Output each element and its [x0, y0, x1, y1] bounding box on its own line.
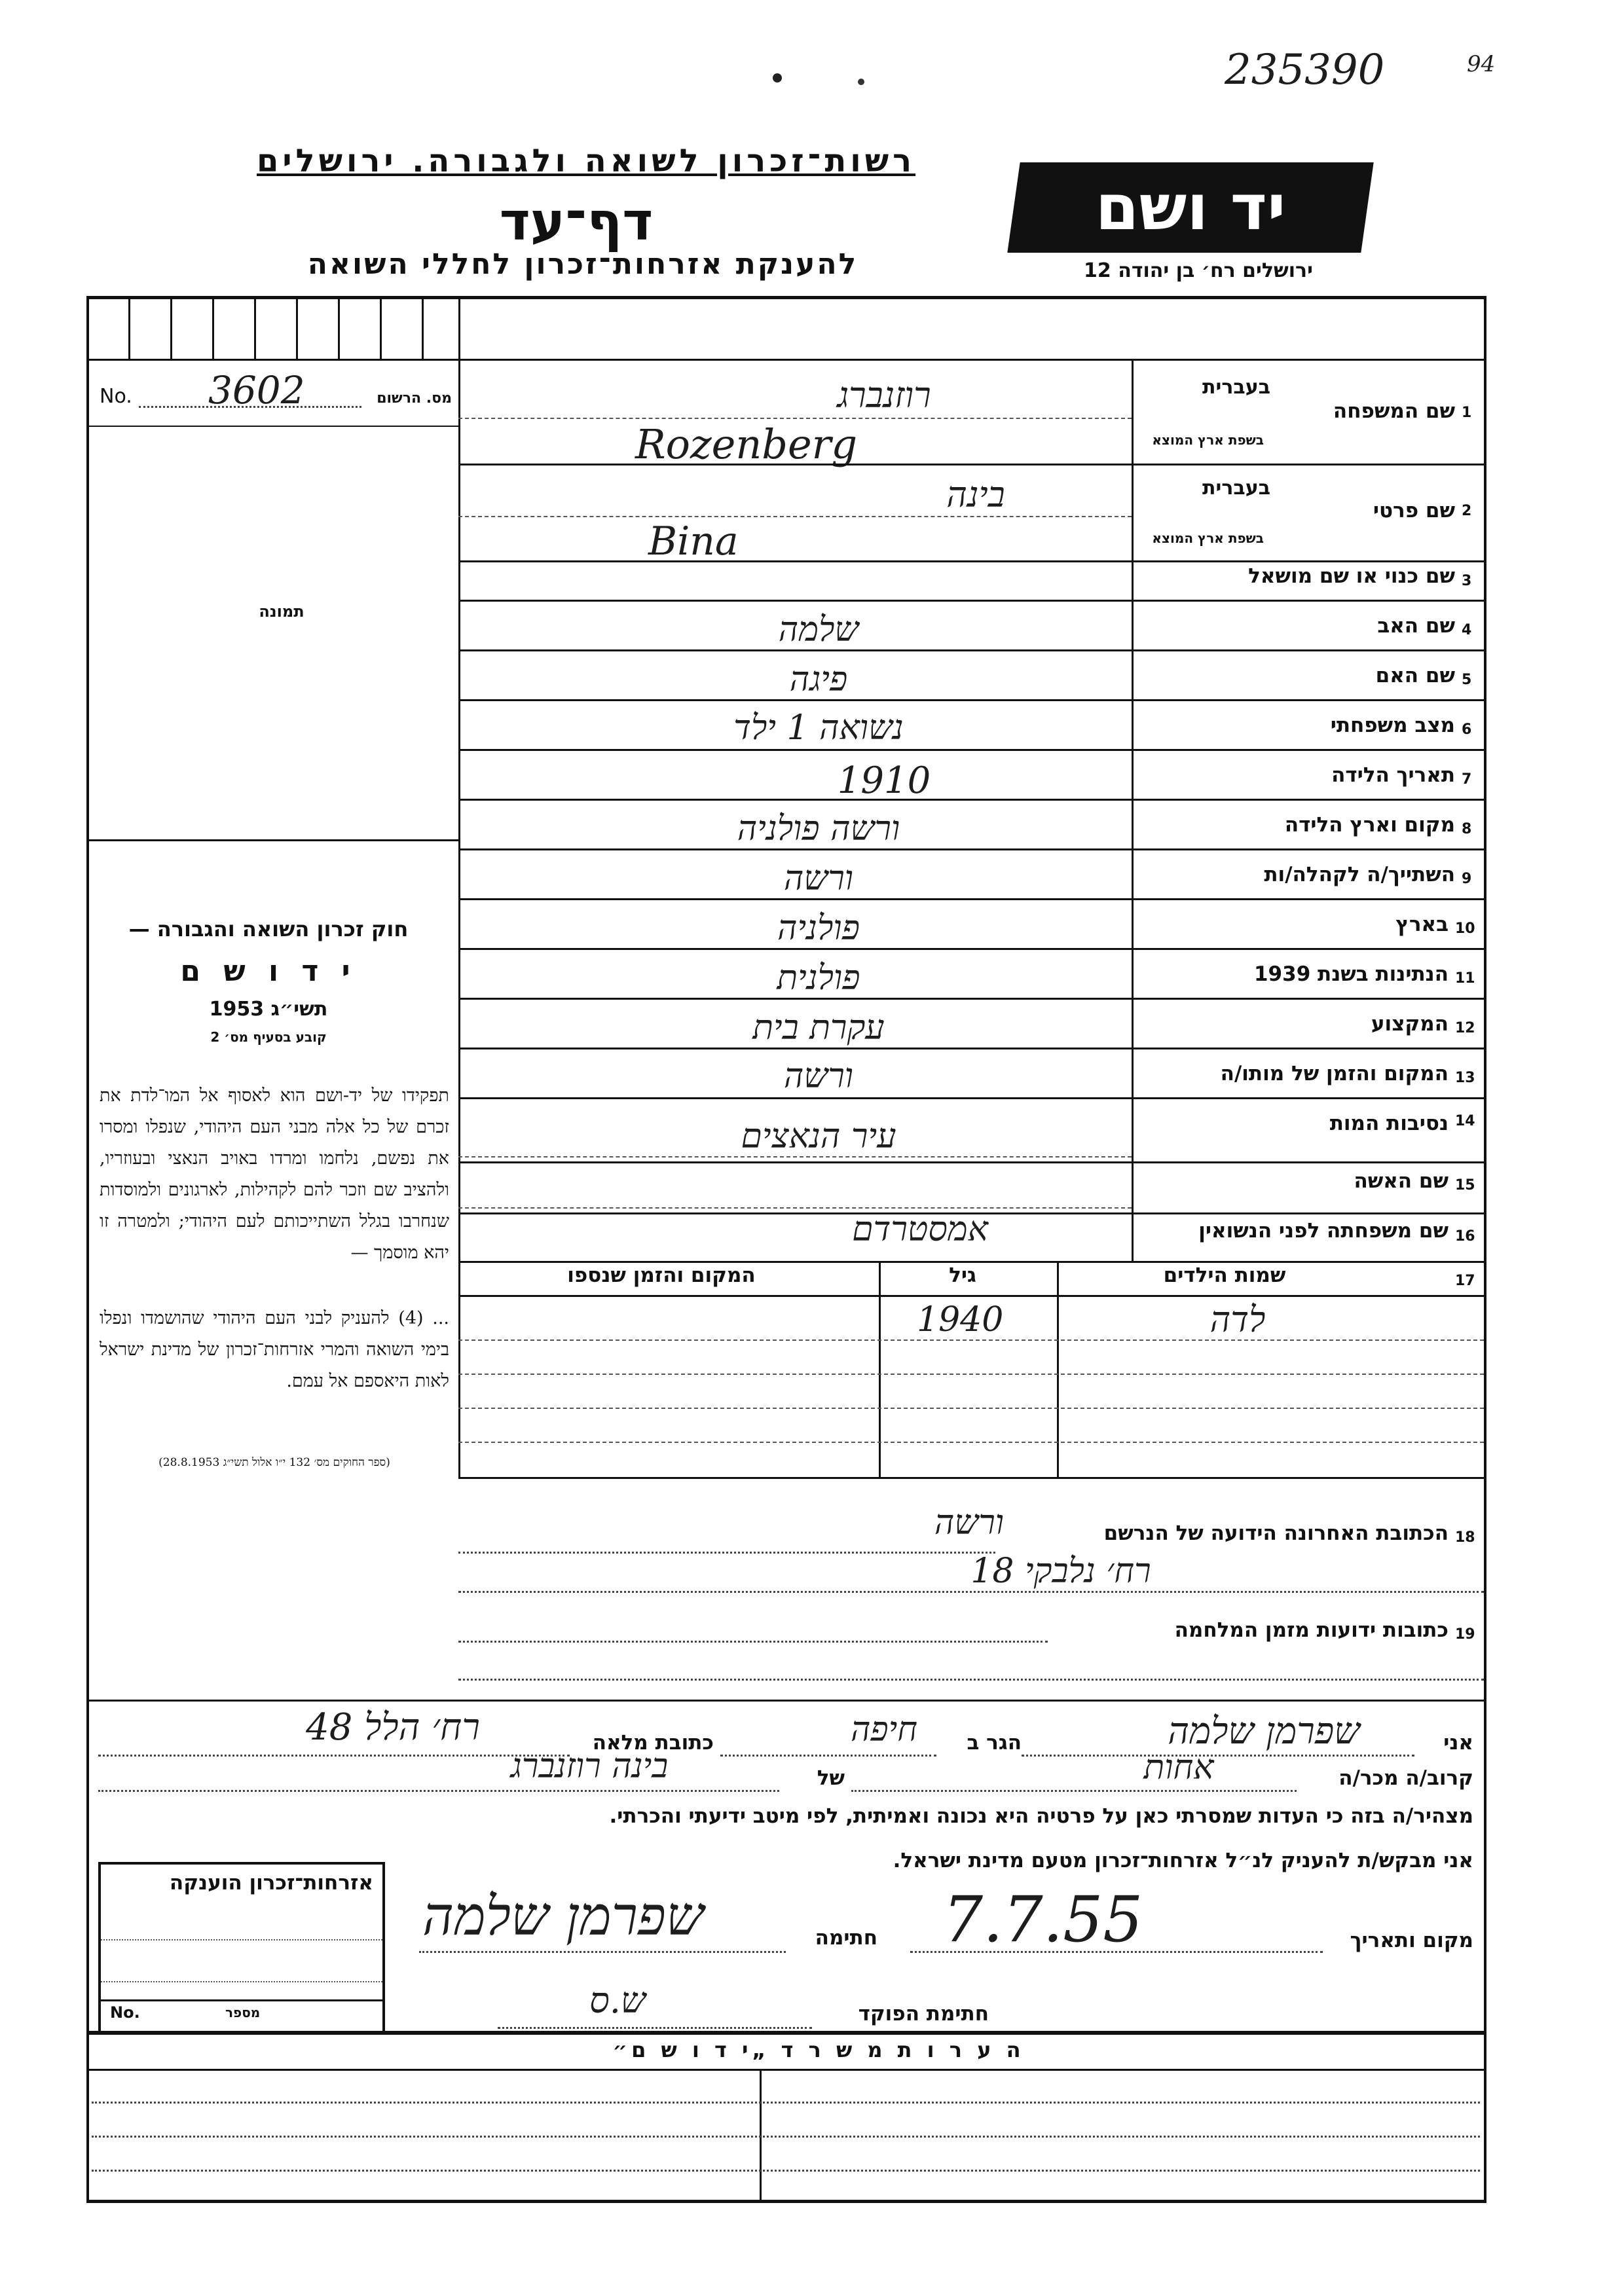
field-8-value: ורשה פולניה: [737, 809, 900, 848]
declaration-request: אני מבקש/ת להעניק לנ״ל אזרחות־זכרון מטעם מדינת ישראל.: [893, 1849, 1473, 1872]
field-12-value: עקרת בית: [752, 1008, 885, 1048]
field-9-label: השתייך/ה לקהלה/ות: [1264, 863, 1455, 886]
field-18-value-2: רח׳ נלבקי 18: [970, 1552, 1151, 1591]
signature-label: חתימה: [815, 1926, 877, 1950]
children-col-age: גיל: [949, 1264, 976, 1287]
field-11-value: פולנית: [777, 958, 860, 998]
field-2-value-hebrew: בינה: [946, 474, 1005, 515]
field-12-number: 12: [1455, 1020, 1475, 1036]
field-4-value: שלמה: [778, 610, 859, 649]
field-13-number: 13: [1455, 1070, 1475, 1086]
field-2-sub2: בשפת ארץ המוצא: [1152, 530, 1264, 546]
resides-value: חיפה: [850, 1710, 918, 1749]
field-15-number: 15: [1455, 1177, 1475, 1194]
field-18-value-1: ורשה: [934, 1503, 1005, 1542]
field-10-number: 10: [1455, 920, 1475, 937]
field-9-value: ורשה: [783, 859, 854, 898]
logo-address: ירושלים רח׳ בן יהודה 12: [1084, 259, 1313, 282]
field-18-number: 18: [1455, 1529, 1475, 1546]
official-signature-label: חתימת הפוקד: [858, 2002, 989, 2026]
full-address-label: כתובת מלאה: [592, 1731, 714, 1755]
field-1-sub2: בשפת ארץ המוצא: [1152, 432, 1264, 448]
law-paragraph-2: ... (4) להעניק לבני העם היהודי שהושמדו ונפלו בימי השואה והמרי אזרחות־זכרון של מדינת ישראל לאות היאספם אל עמם.: [100, 1308, 449, 1391]
law-citation: (ספר החוקים מס׳ 132 י״ו אלול תשי״ג 28.8.1953): [158, 1456, 390, 1469]
field-11-label: הנתינות בשנת 1939: [1253, 962, 1449, 986]
official-signature-value: ש.ס: [589, 1980, 646, 2021]
form-title: דף־עד: [499, 191, 654, 252]
punch-mark: [773, 73, 782, 82]
field-1-number: 1: [1462, 405, 1472, 421]
children-col-place: המקום והזמן שנספו: [567, 1264, 756, 1287]
field-4-label: שם האב: [1377, 614, 1455, 638]
place-date-value: 7.7.55: [943, 1883, 1143, 1956]
field-15-label: שם האשה: [1354, 1169, 1449, 1193]
declaration-i-label: אני: [1443, 1731, 1473, 1755]
field-5-label: שם האם: [1375, 664, 1455, 687]
law-clause: קובע בסעיף מס׳ 2: [210, 1029, 327, 1045]
field-10-value: פולניה: [777, 909, 860, 948]
photo-label: תמונה: [259, 602, 304, 621]
declarant-name: שפרמן שלמה: [1168, 1710, 1360, 1753]
authority-title: רשות־זכרון לשואה ולגבורה. ירושלים: [256, 143, 916, 179]
grant-box-title: אזרחות־זכרון הוענקה: [169, 1871, 373, 1895]
field-5-value: פיגה: [789, 660, 848, 699]
child-1-age: 1940: [917, 1300, 1004, 1339]
field-2-number: 2: [1462, 503, 1472, 519]
punch-mark: [858, 79, 864, 85]
corner-number: 94: [1467, 51, 1496, 77]
law-title: חוק זכרון השואה והגבורה —: [128, 917, 409, 941]
field-2-value-latin: Bina: [648, 519, 739, 564]
field-7-number: 7: [1462, 771, 1472, 788]
law-year: תשי״ג 1953: [209, 998, 328, 1021]
field-7-value: 1910: [837, 759, 931, 802]
field-6-number: 6: [1462, 721, 1472, 738]
field-1-sub1: בעברית: [1202, 376, 1270, 399]
grant-box: [98, 1862, 385, 2035]
yad-vashem-logo: [1007, 162, 1373, 253]
place-date-label: מקום ותאריך: [1350, 1929, 1473, 1952]
field-4-number: 4: [1462, 622, 1472, 638]
field-3-label: שם כנוי או שם מושאל: [1248, 564, 1455, 588]
field-2-label: שם פרטי: [1373, 499, 1455, 522]
field-14-value: עיר הנאצים: [741, 1117, 896, 1156]
field-5-number: 5: [1462, 672, 1472, 688]
field-9-number: 9: [1462, 871, 1472, 887]
field-17-number: 17: [1455, 1273, 1475, 1289]
field-2-sub1: בעברית: [1202, 477, 1270, 500]
field-3-number: 3: [1462, 573, 1472, 589]
signature-value: שפרמן שלמה: [422, 1886, 704, 1948]
field-1-label: שם המשפחה: [1333, 399, 1455, 423]
field-14-number: 14: [1455, 1113, 1475, 1129]
registration-no-label: No.: [100, 385, 132, 408]
field-14-label: נסיבות המות: [1329, 1112, 1449, 1135]
field-16-number: 16: [1455, 1228, 1475, 1245]
field-18-label: הכתובת האחרונה הידועה של הנרשם: [1103, 1522, 1449, 1545]
form-subtitle: להענקת אזרחות־זכרון לחללי השואה: [307, 247, 858, 281]
field-11-number: 11: [1455, 970, 1475, 987]
relative-label: קרוב/ה מכר/ה: [1338, 1766, 1473, 1790]
field-19-label: כתובות ידועות מזמן המלחמה: [1174, 1618, 1449, 1642]
field-1-value-hebrew: רוזנברג: [837, 374, 931, 416]
field-13-label: המקום והזמן של מותו/ה: [1220, 1062, 1449, 1085]
full-address-value: רח׳ הלל 48: [306, 1706, 480, 1749]
field-1-value-latin: Rozenberg: [635, 420, 858, 468]
child-1-name: לדה: [1209, 1299, 1266, 1340]
children-col-names: שמות הילדים: [1163, 1264, 1286, 1287]
field-16-label: שם משפחתה לפני הנשואין: [1198, 1219, 1449, 1243]
of-value: בינה רוזנברג: [510, 1747, 669, 1786]
of-label: של: [817, 1766, 845, 1790]
field-19-number: 19: [1455, 1626, 1475, 1643]
registration-label: מס. הרשום: [377, 390, 452, 407]
office-notes-title: ה ע ר ו ת מ ש ר ד „י ד ו ש ם״: [612, 2037, 1025, 2062]
field-16-value: אמסטרדם: [852, 1210, 988, 1249]
relative-value: אחות: [1143, 1748, 1214, 1787]
law-paragraph-1: תפקידו של יד-ושם הוא לאסוף אל המו־לדת את זכרם של כל אלה מבני העם היהודי, שנפלו ומסרו את נפשם, נלחמו ומרדו באויב הנאצי ובעוזריו, ולהציב שם וזכר להם לקהילות, לארגונים ולמוסדות שנחרבו בגלל השתייכותם לעם היהודי; ולמטרה זו יהא מוסמך —: [100, 1085, 449, 1263]
field-12-label: המקצוע: [1371, 1012, 1449, 1036]
field-8-label: מקום וארץ הלידה: [1284, 813, 1455, 837]
grant-box-number-label: מספר: [225, 2005, 261, 2020]
field-13-value: ורשה: [783, 1057, 854, 1096]
archive-number: 235390: [1225, 46, 1385, 94]
declaration-statement: מצהיר/ה בזה כי העדות שמסרתי כאן על פרטיה היא נכונה ואמיתית, לפי מיטב ידיעתי והכרתי.: [609, 1804, 1473, 1828]
resides-label: הגר ב: [967, 1731, 1022, 1755]
field-7-label: תאריך הלידה: [1331, 763, 1455, 787]
logo-text: יד ושם: [1095, 171, 1286, 244]
law-name: י ד ו ש ם: [180, 955, 357, 988]
grant-box-no-label: No.: [110, 2003, 140, 2022]
field-6-label: מצב משפחתי: [1330, 714, 1455, 737]
registration-number: 3602: [208, 368, 305, 412]
field-6-value: נשואה 1 ילד: [733, 708, 904, 748]
field-10-label: בארץ: [1395, 913, 1449, 936]
field-8-number: 8: [1462, 821, 1472, 837]
